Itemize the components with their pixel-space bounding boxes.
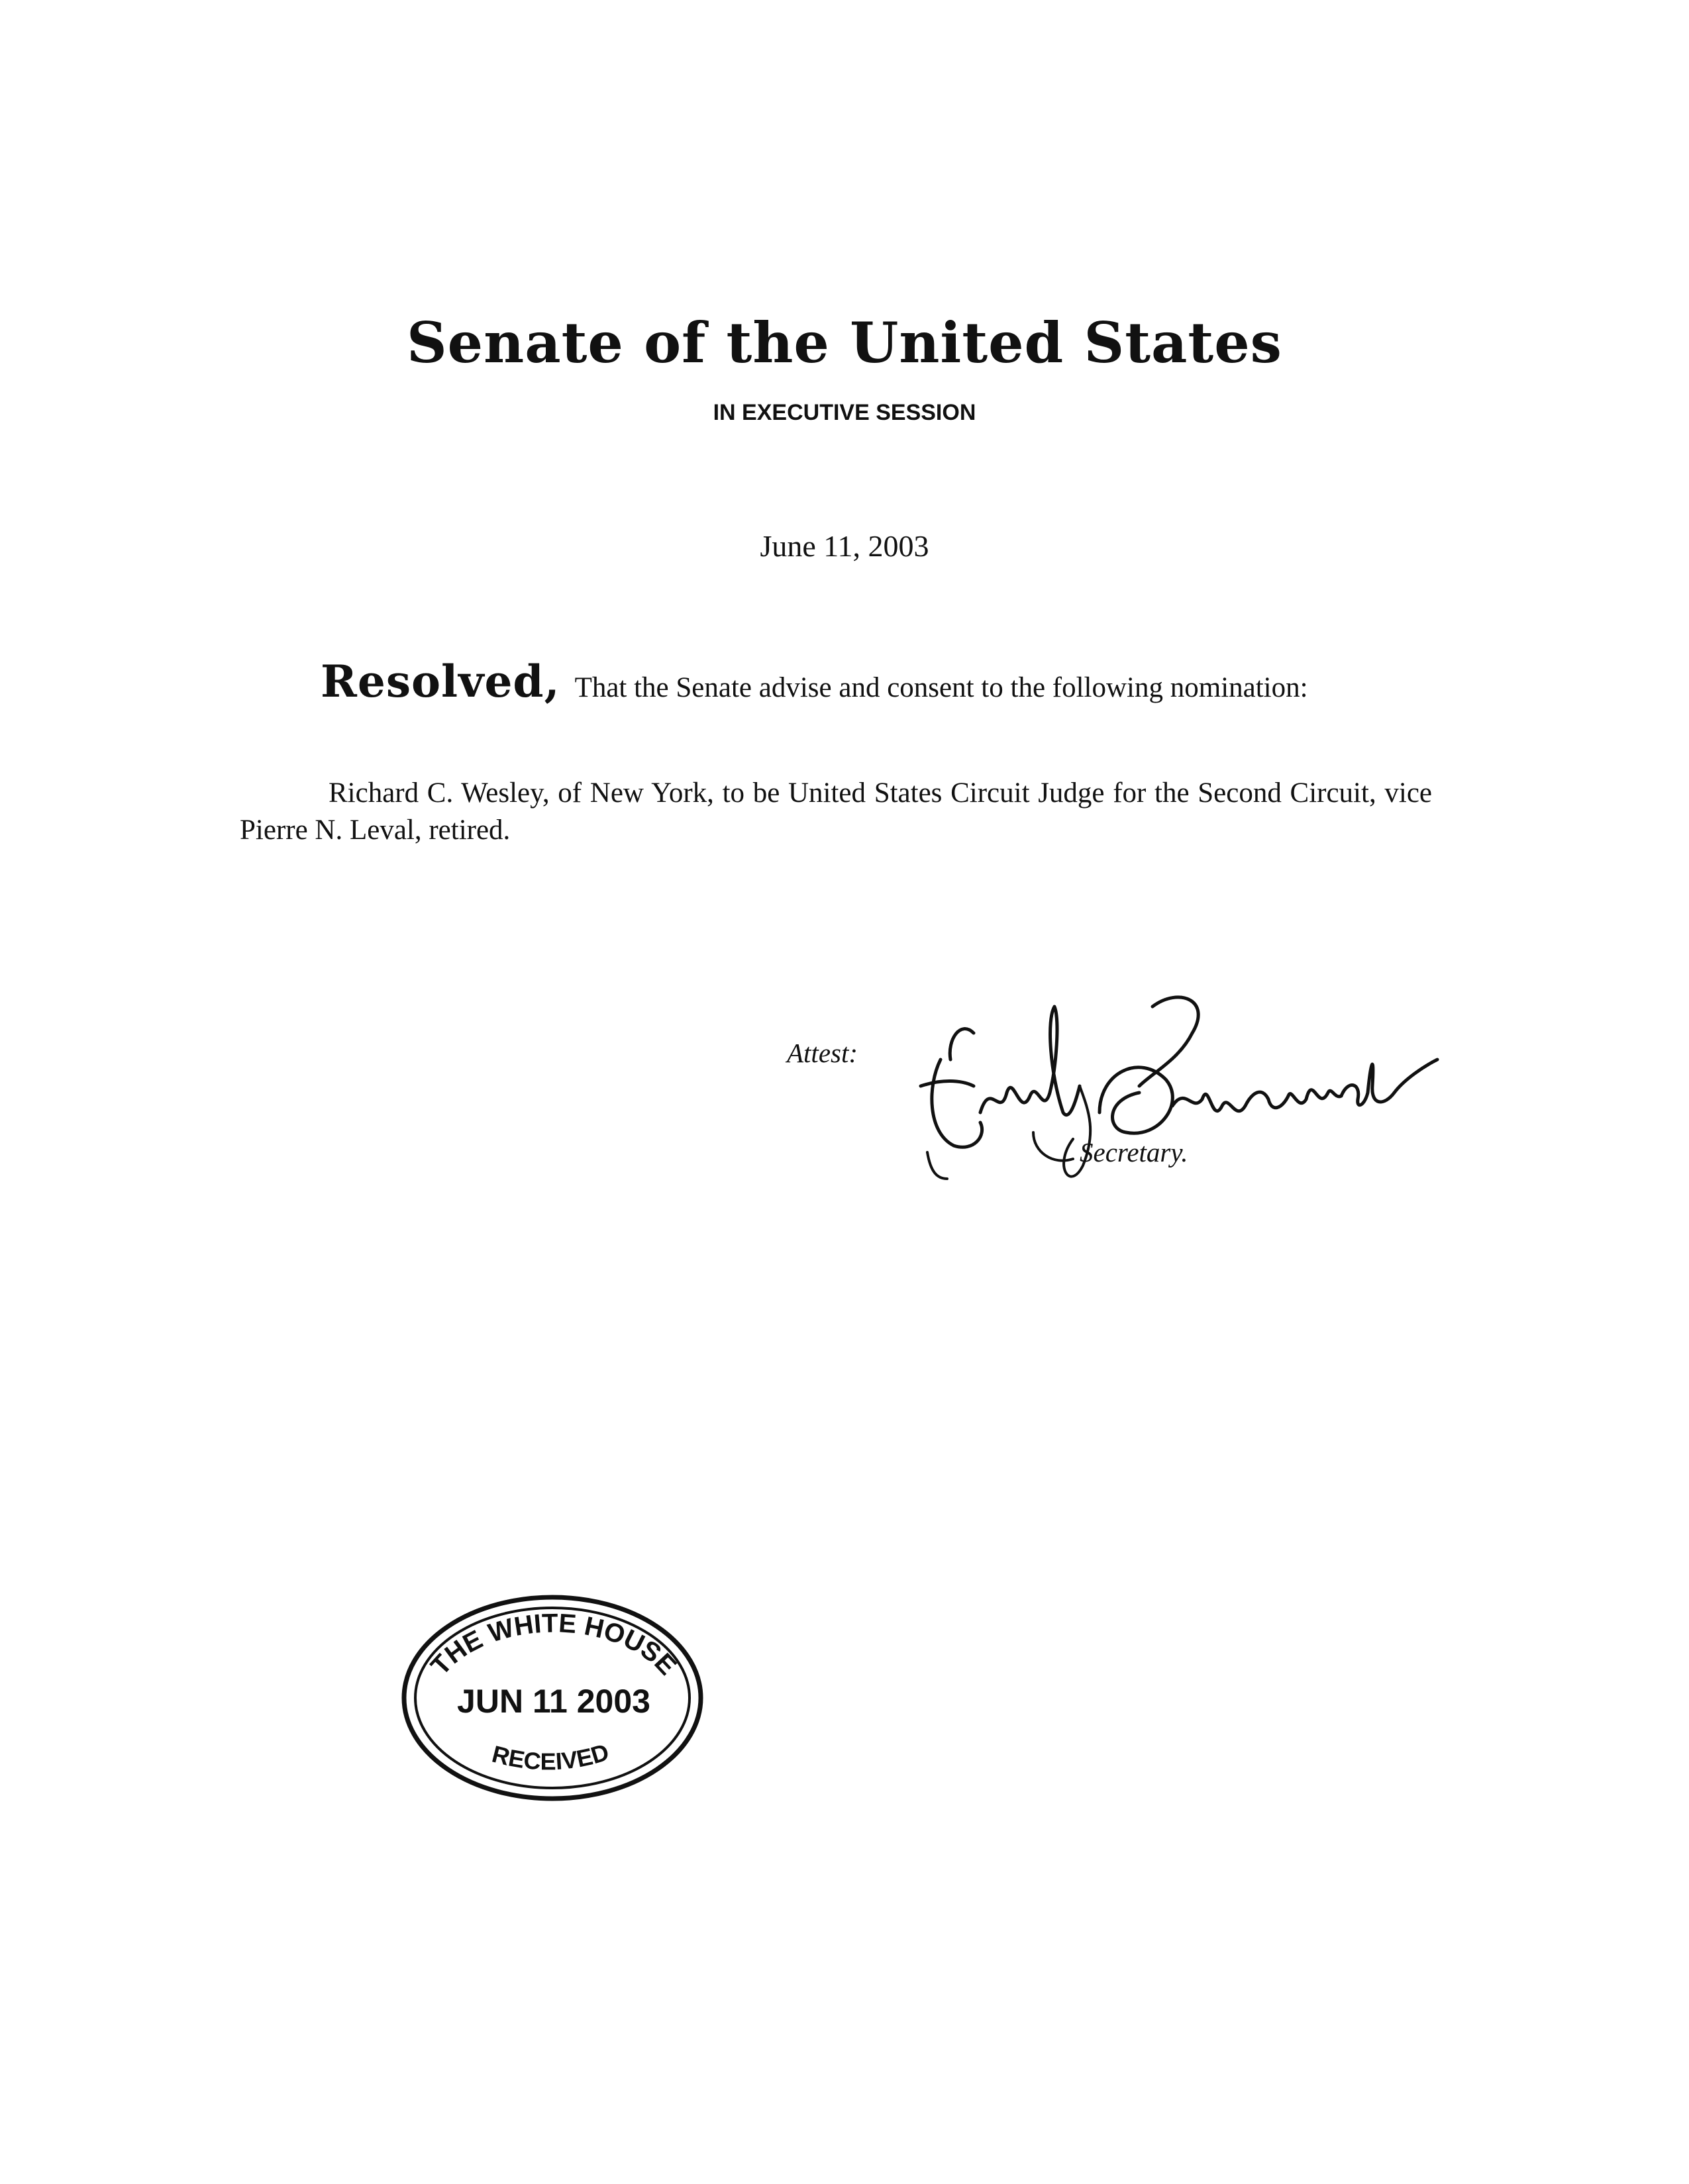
attest-label: Attest: [787, 1038, 858, 1068]
nomination-paragraph: Richard C. Wesley, of New York, to be United States Circuit Judge for the Second Circuit, vice Pierre N. Leval, retired. [240, 777, 1432, 846]
secretary-title: Secretary. [1080, 1137, 1188, 1167]
resolution-text: That the Senate advise and consent to the following nomination: [574, 672, 1308, 703]
stamp-bottom-text: RECEIVED [489, 1738, 613, 1775]
svg-text:RECEIVED [489, 1738, 612, 1775]
session-subtitle: IN EXECUTIVE SESSION [713, 400, 976, 425]
document-date: June 11, 2003 [760, 529, 929, 563]
stamp-top-text: THE WHITE HOUSE [425, 1609, 682, 1681]
resolution-line [321, 656, 1308, 707]
resolved-word: Resolved, [321, 656, 560, 707]
page-title: Senate of the United States [407, 310, 1282, 375]
stamp-date: JUN 11 2003 [457, 1683, 650, 1720]
white-house-received-stamp [395, 1587, 713, 1812]
